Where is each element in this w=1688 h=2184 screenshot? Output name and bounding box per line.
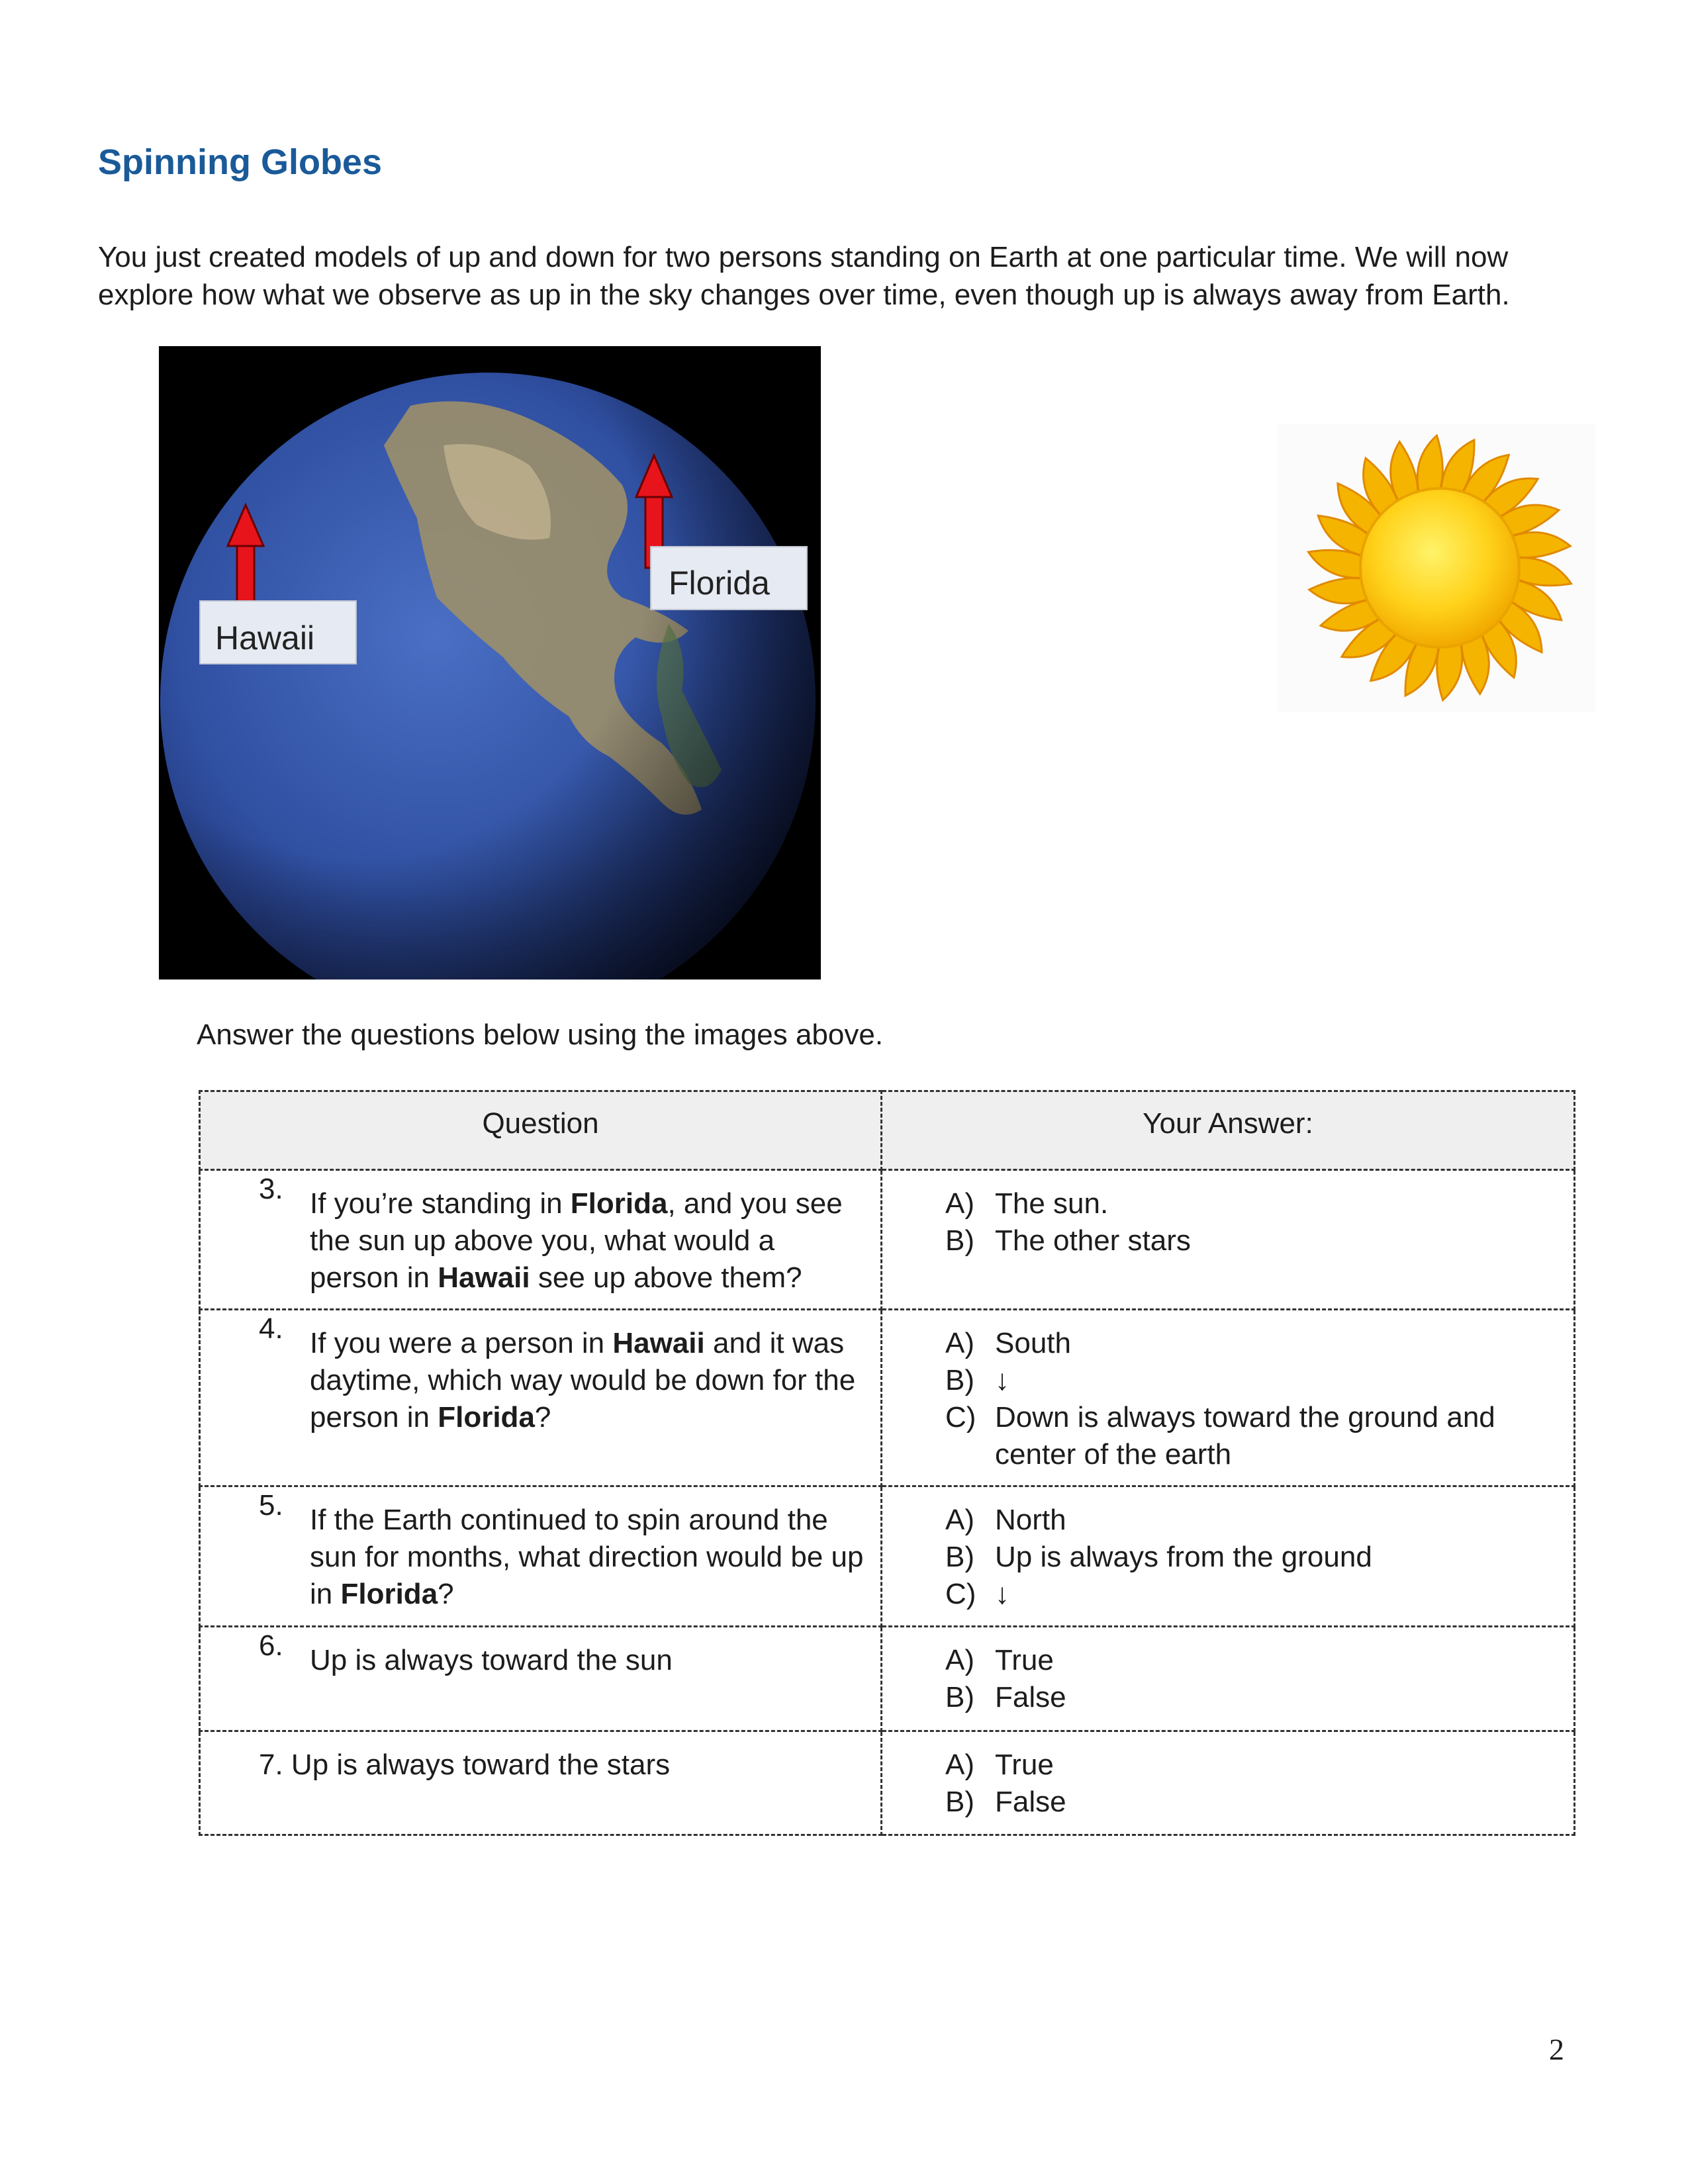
question-cell xyxy=(200,1731,882,1835)
globe-image xyxy=(159,346,821,979)
answer-option[interactable]: C) Down is always toward the ground and center of the earth xyxy=(945,1401,1495,1471)
table-row xyxy=(200,1170,1575,1310)
table-header-row xyxy=(200,1091,1575,1170)
header-question: Question xyxy=(200,1091,882,1170)
instruction-text: Answer the questions below using the images above. xyxy=(197,1019,884,1051)
answer-option[interactable]: C) ↓ xyxy=(945,1578,1009,1610)
question-text: If the Earth continued to spin around the sun for months, what direction would be up in Florida? xyxy=(310,1504,864,1610)
answer-option[interactable]: A) The sun. xyxy=(945,1187,1109,1220)
table-row xyxy=(200,1731,1575,1835)
answer-cell[interactable] xyxy=(882,1486,1575,1627)
table-row xyxy=(200,1310,1575,1486)
table-row xyxy=(200,1486,1575,1627)
answer-cell[interactable] xyxy=(882,1627,1575,1731)
sun-icon xyxy=(1278,424,1595,711)
answer-cell[interactable] xyxy=(882,1310,1575,1486)
question-cell xyxy=(200,1170,882,1310)
question-cell xyxy=(200,1627,882,1731)
down-arrow-icon: ↓ xyxy=(995,1364,1009,1396)
earth-globe-illustration xyxy=(159,346,821,979)
florida-label: Florida xyxy=(669,565,770,602)
question-text: 7. Up is always toward the stars xyxy=(259,1749,671,1781)
question-cell xyxy=(200,1310,882,1486)
question-cell xyxy=(200,1486,882,1627)
table-row xyxy=(200,1627,1575,1731)
header-answer: Your Answer: xyxy=(882,1091,1575,1170)
sun-image xyxy=(1278,424,1595,711)
answer-option[interactable]: B) False xyxy=(945,1786,1066,1818)
answer-option[interactable]: A) North xyxy=(945,1504,1066,1536)
page-title: Spinning Globes xyxy=(98,142,382,182)
question-table xyxy=(199,1090,1575,1836)
answer-option[interactable]: B) False xyxy=(945,1681,1066,1713)
question-text: If you were a person in Hawaii and it was daytime, which way would be down for the person in Florida? xyxy=(310,1327,856,1433)
answer-cell[interactable] xyxy=(882,1731,1575,1835)
answer-option[interactable]: B) ↓ xyxy=(945,1364,1009,1396)
answer-option[interactable]: B) Up is always from the ground xyxy=(945,1541,1372,1573)
question-text: If you’re standing in Florida, and you see the sun up above you, what would a person in Hawaii see up above them? xyxy=(310,1187,843,1294)
question-number: 4. xyxy=(259,1312,283,1345)
question-number: 3. xyxy=(259,1173,283,1205)
answer-option[interactable]: A) South xyxy=(945,1327,1071,1359)
answer-cell[interactable] xyxy=(882,1170,1575,1310)
answer-option[interactable]: A) True xyxy=(945,1644,1054,1676)
page-number: 2 xyxy=(1549,2032,1564,2066)
intro-paragraph: You just created models of up and down for two persons standing on Earth at one particular time. We will now explore how what we observe as up in the sky changes over time, even though up is always away from Earth. xyxy=(98,241,1510,311)
question-text: Up is always toward the sun xyxy=(310,1644,673,1676)
answer-option[interactable]: B) The other stars xyxy=(945,1224,1191,1257)
answer-option[interactable]: A) True xyxy=(945,1749,1054,1781)
question-number: 5. xyxy=(259,1489,283,1522)
hawaii-label: Hawaii xyxy=(215,619,315,657)
sun-disc xyxy=(1360,488,1519,647)
down-arrow-icon: ↓ xyxy=(995,1578,1009,1610)
question-number: 6. xyxy=(259,1629,283,1662)
